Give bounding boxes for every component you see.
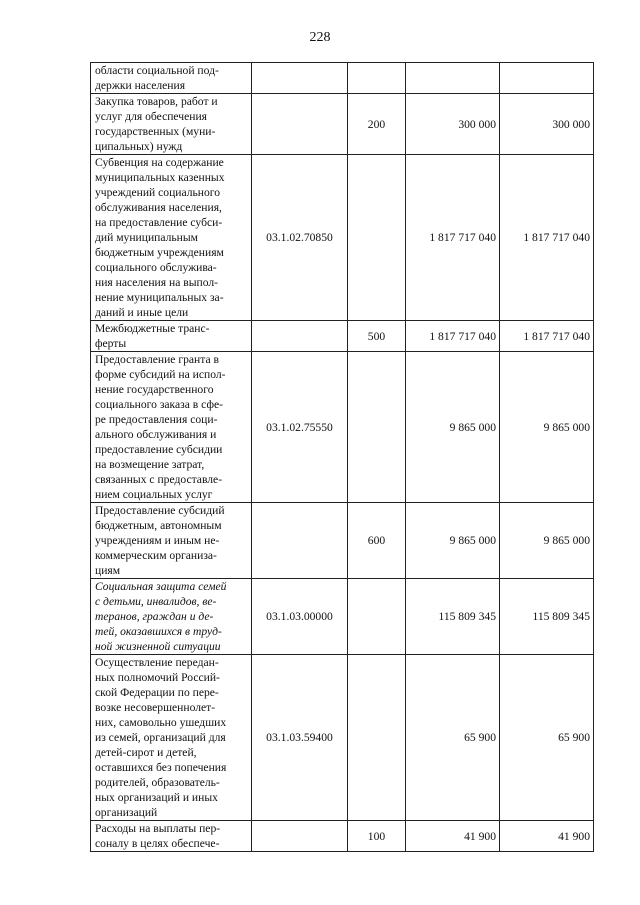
row-code-cell: 03.1.02.75550 bbox=[252, 352, 348, 503]
budget-table-body bbox=[91, 63, 594, 852]
row-amount-1-cell: 41 900 bbox=[406, 821, 500, 852]
table-row bbox=[91, 503, 594, 579]
row-name-cell: Закупка товаров, работ и услуг для обеспечения государственных (муни- ципальных) нужд bbox=[91, 94, 252, 155]
row-amount-2-cell: 300 000 bbox=[500, 94, 594, 155]
row-amount-1-cell: 9 865 000 bbox=[406, 352, 500, 503]
row-amount-1-cell: 1 817 717 040 bbox=[406, 155, 500, 321]
row-amount-2-cell: 1 817 717 040 bbox=[500, 321, 594, 352]
row-amount-2-cell: 1 817 717 040 bbox=[500, 155, 594, 321]
row-code-cell bbox=[252, 503, 348, 579]
row-name-cell: Осуществление передан- ных полномочий Россий- ской Федерации по пере- возке несовершеннолет- них, самовольно ушедших из семей, организаций для детей-сирот и детей, оставшихся без попечения родителей, образователь- ных организаций и иных организаций bbox=[91, 655, 252, 821]
row-expense-type-cell bbox=[348, 655, 406, 821]
row-expense-type-cell: 500 bbox=[348, 321, 406, 352]
table-row bbox=[91, 352, 594, 503]
row-expense-type-cell bbox=[348, 352, 406, 503]
row-amount-2-cell: 9 865 000 bbox=[500, 503, 594, 579]
row-amount-1-cell: 1 817 717 040 bbox=[406, 321, 500, 352]
row-code-cell: 03.1.02.70850 bbox=[252, 155, 348, 321]
table-row bbox=[91, 321, 594, 352]
row-amount-2-cell bbox=[500, 63, 594, 94]
table-row bbox=[91, 579, 594, 655]
row-code-cell bbox=[252, 821, 348, 852]
row-amount-1-cell: 9 865 000 bbox=[406, 503, 500, 579]
row-name-cell: Предоставление субсидий бюджетным, автономным учреждениям и иным не- коммерческим организа- циям bbox=[91, 503, 252, 579]
row-name-cell: Расходы на выплаты пер- соналу в целях обеспече- bbox=[91, 821, 252, 852]
row-amount-1-cell bbox=[406, 63, 500, 94]
row-code-cell: 03.1.03.00000 bbox=[252, 579, 348, 655]
row-name-cell: Межбюджетные транс- ферты bbox=[91, 321, 252, 352]
table-row bbox=[91, 94, 594, 155]
row-amount-1-cell: 65 900 bbox=[406, 655, 500, 821]
page-number: 228 bbox=[309, 30, 331, 45]
row-amount-2-cell: 9 865 000 bbox=[500, 352, 594, 503]
row-code-cell bbox=[252, 321, 348, 352]
table-row bbox=[91, 155, 594, 321]
row-expense-type-cell: 200 bbox=[348, 94, 406, 155]
row-expense-type-cell bbox=[348, 155, 406, 321]
row-amount-2-cell: 65 900 bbox=[500, 655, 594, 821]
row-amount-1-cell: 300 000 bbox=[406, 94, 500, 155]
row-amount-2-cell: 115 809 345 bbox=[500, 579, 594, 655]
row-name-cell: Социальная защита семей с детьми, инвалидов, ве- теранов, граждан и де- тей, оказавшихся в труд- ной жизненной ситуации bbox=[91, 579, 252, 655]
row-name-cell: Предоставление гранта в форме субсидий на испол- нение государственного социального заказа в сфе- ре предоставления соци- ального обслуживания и предоставление субсидии на возмещение затрат, связанных с предоставле- нием социальных услуг bbox=[91, 352, 252, 503]
table-row bbox=[91, 821, 594, 852]
table-row bbox=[91, 63, 594, 94]
row-name-cell: области социальной под- держки населения bbox=[91, 63, 252, 94]
row-expense-type-cell bbox=[348, 579, 406, 655]
row-amount-2-cell: 41 900 bbox=[500, 821, 594, 852]
row-code-cell bbox=[252, 63, 348, 94]
row-expense-type-cell bbox=[348, 63, 406, 94]
row-expense-type-cell: 100 bbox=[348, 821, 406, 852]
row-expense-type-cell: 600 bbox=[348, 503, 406, 579]
row-name-cell: Субвенция на содержание муниципальных казенных учреждений социального обслуживания населения, на предоставление субси- дий муниципальным бюджетным учреждениям социального обслужива- ния населения на выпол- нение муниципальных за- даний и иные цели bbox=[91, 155, 252, 321]
row-code-cell: 03.1.03.59400 bbox=[252, 655, 348, 821]
row-amount-1-cell: 115 809 345 bbox=[406, 579, 500, 655]
row-code-cell bbox=[252, 94, 348, 155]
budget-table bbox=[90, 62, 594, 852]
table-row bbox=[91, 655, 594, 821]
